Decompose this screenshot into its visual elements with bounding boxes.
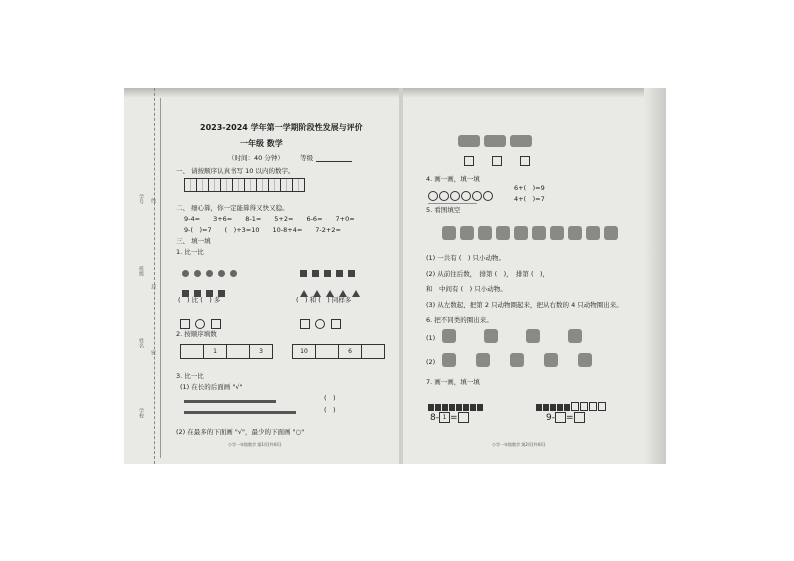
compare-answer-2: ( ) 和 ( ) 同样多 [296,296,352,304]
answer-paren-1: ( ) [324,394,336,402]
question-1: 一、 请按顺序认真书写 10 以内的数字。 [176,167,295,175]
calc-row-1: 9-4= 3+6= 8-1= 5+2= 6-6= 7+0= [184,215,355,223]
sequence-row-2 [292,344,384,359]
equation-1: 6+( )=9 [514,184,545,192]
seq1-cell [180,344,204,359]
exam-title: 2023-2024 学年第一学期阶段性发展与评价 [200,123,363,132]
seq2-cell [315,344,339,359]
calc-row-2: 9-( )=7 ( )+3=10 10-8+4= 7-2+2= [184,226,341,234]
question-7: 7. 画一画，填一填 [426,378,480,386]
binding-line [160,98,161,458]
side-label-school: 学校 [138,408,144,418]
seq2-cell: 6 [338,344,362,359]
animals-row [442,225,622,244]
blank-line-q4: _______________ [428,196,477,204]
section-compare: 1. 比一比 [176,248,204,256]
fill-line-1: (1) 一共有 ( ) 只小动物。 [426,254,505,262]
fill-line-2b: 和 中间有 ( ) 只小动物。 [426,285,507,293]
eq4-suffix: = [565,413,574,423]
compare-amount-instruction: (2) 在最多的下面画 "√"，最少的下面画 "○" [176,428,305,436]
question-2: 二、 细心算，你一定能算得又快又稳。 [176,204,289,212]
exam-paper-photo [124,88,666,464]
q6-part-2-label: (2) [426,358,436,366]
pencil-long [184,400,276,403]
writing-grid [184,178,304,192]
page-fold [399,88,403,464]
compare-answer-1: ( ) 比 ( ) 多 [178,296,221,304]
eq3-box: 1 [439,412,450,423]
answer-paren-2: ( ) [324,406,336,414]
footer-right: 小学一年级数学 第2页(共4页) [492,442,546,447]
seq1-cell [226,344,250,359]
side-label-id: 学号 [138,194,144,204]
answer-shapes-2 [300,313,341,332]
section-sequence: 2. 按顺序填数 [176,330,217,338]
eq3-prefix: 8- [430,413,439,423]
equation-3 [430,412,469,423]
compare-length-instruction: (1) 在长的后面画 "√" [180,383,243,391]
eq4-prefix: 9- [546,413,555,423]
side-mark-line: 线 [150,198,156,203]
seq1-cell: 1 [203,344,227,359]
time-grade-line: （时间：40 分钟） 等级 [228,154,314,162]
question-3: 三、 填一填 [176,237,211,245]
question-5: 5. 看图填空 [426,206,461,214]
circles-row [182,262,242,281]
equation-4 [546,412,585,423]
footer-left: 小学一年级数学 第1页(共4页) [228,442,282,447]
side-label-name: 姓名 [138,338,144,348]
side-label-class: 班级 [138,266,144,276]
q6-part-1-label: (1) [426,334,436,342]
small-squares-row [300,262,360,281]
seq2-cell [361,344,385,359]
pencil-longer [184,411,296,414]
fill-line-2: (2) 从前往后数， 排第 ( )， 排第 ( )， [426,270,550,278]
q6-vegetables [442,352,596,371]
fill-line-3: (3) 从左数起，把第 2 只动物圈起来，把从右数的 4 只动物圈出来。 [426,301,623,309]
seq2-cell: 10 [292,344,316,359]
q6-animals [442,328,586,347]
section-compare-length: 3. 比一比 [176,372,204,380]
photo-right-shadow [644,88,666,464]
exam-subtitle: 一年级 数学 [240,139,283,148]
seq1-cell: 3 [249,344,273,359]
cups-picture [458,132,536,151]
photo-top-shadow [124,88,666,98]
eq3-suffix: = [449,413,458,423]
side-mark-seal: 封 [150,284,156,289]
question-4: 4. 画一画，填一填 [426,175,480,183]
cup-answer-boxes [464,150,530,169]
binding-dashed-line [154,88,155,464]
equation-2: 4+( )=7 [514,195,545,203]
question-6: 6. 把不同类的圈出来。 [426,316,493,324]
grade-blank [316,161,352,162]
side-mark-secret: 密 [150,350,156,355]
sequence-row-1 [180,344,272,359]
